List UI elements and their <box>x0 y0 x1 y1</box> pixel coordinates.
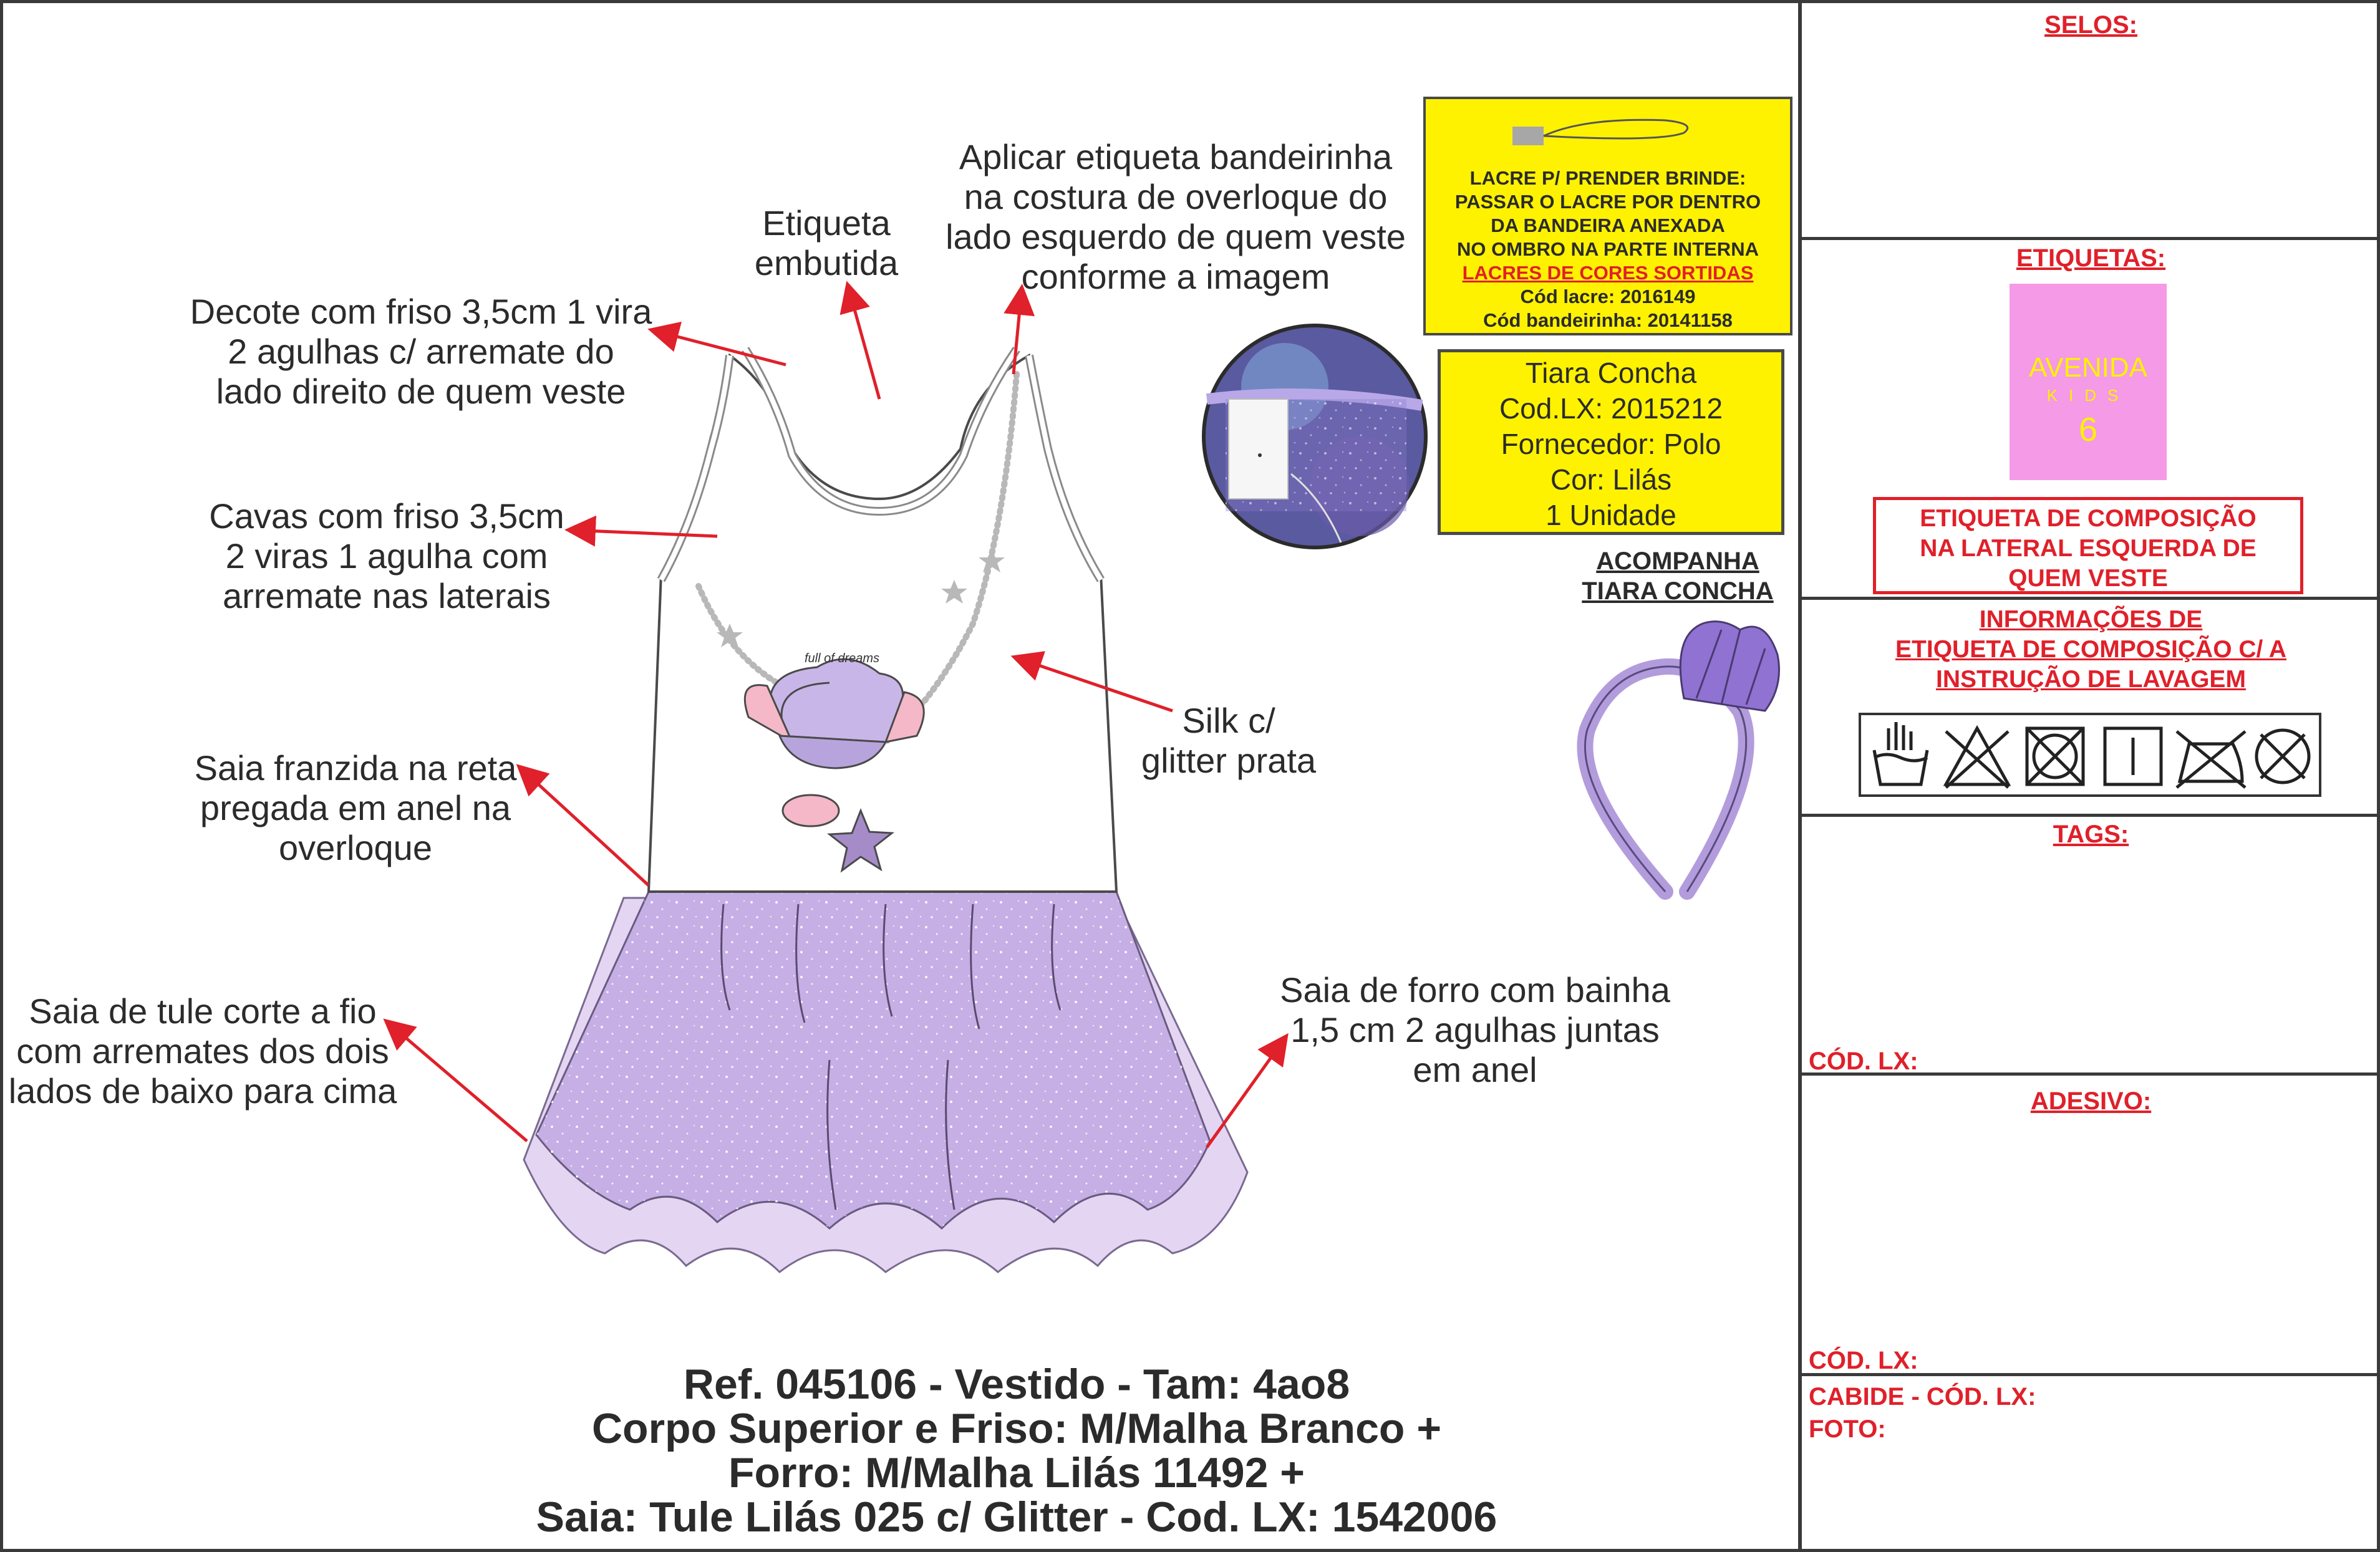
composicao-line1: ETIQUETA DE COMPOSIÇÃO <box>1920 505 2257 532</box>
acompanha-line2: TIARA CONCHA <box>1582 577 1774 605</box>
tiara-line5: 1 Unidade <box>1546 499 1676 531</box>
acompanha-line1: ACOMPANHA <box>1596 547 1759 575</box>
tiara-line2: Cod.LX: 2015212 <box>1499 392 1723 425</box>
title-line3: Forro: M/Malha Lilás 11492 + <box>728 1449 1305 1497</box>
info-line3: INSTRUÇÃO DE LAVAGEM <box>1936 666 2246 693</box>
no-tumble-dry-icon <box>2027 728 2083 784</box>
adesivo-cod-lx: CÓD. LX: <box>1809 1347 1918 1374</box>
tiara-info-box <box>1438 349 1784 535</box>
composicao-line3: QUEM VESTE <box>2008 565 2168 592</box>
flag-label-photo <box>1204 325 1426 547</box>
print-text: full of dreams <box>805 652 880 665</box>
foto-label: FOTO: <box>1809 1415 1886 1443</box>
care-symbols <box>1859 713 2321 797</box>
annotation-etiqueta-embutida: Etiqueta embutida <box>754 203 899 282</box>
brand-size: 6 <box>2078 411 2098 448</box>
info-line1: INFORMAÇÕES DE <box>1979 606 2203 633</box>
composicao-box <box>1873 497 2303 594</box>
cabide-cod-lx: CABIDE - CÓD. LX: <box>1809 1383 2036 1410</box>
brand-label <box>2010 284 2167 480</box>
annotation-decote: Decote com friso 3,5cm 1 vira 2 agulhas c/ arremate do lado direito de quem veste <box>190 292 652 411</box>
lacre-tag-icon <box>1509 111 1709 155</box>
tiara-concha-illustration <box>1585 622 1779 892</box>
sidebar-divider <box>1798 0 1802 1552</box>
etiquetas-heading: ETIQUETAS: <box>2016 244 2166 272</box>
title-line4: Saia: Tule Lilás 025 c/ Glitter - Cod. LX: 1542006 <box>536 1493 1497 1541</box>
divider-selos <box>1798 237 2380 240</box>
acompanha-label <box>1565 546 1790 606</box>
lacre-line2: PASSAR O LACRE POR DENTRO <box>1454 191 1761 213</box>
composicao-line2: NA LATERAL ESQUERDA DE <box>1920 535 2257 562</box>
tiara-line4: Cor: Lilás <box>1550 463 1672 496</box>
lacre-line5: LACRES DE CORES SORTIDAS <box>1462 262 1754 284</box>
divider-etiquetas <box>1798 597 2380 600</box>
selos-heading: SELOS: <box>2044 11 2137 39</box>
annotation-saia-forro: Saia de forro com bainha 1,5 cm 2 agulhas juntas em anel <box>1280 970 1670 1089</box>
tags-cod-lx: CÓD. LX: <box>1809 1048 1918 1075</box>
tags-heading: TAGS: <box>2053 821 2129 848</box>
lacre-line6: Cód lacre: 2016149 <box>1520 286 1696 307</box>
divider-info <box>1798 814 2380 817</box>
adesivo-heading: ADESIVO: <box>2030 1087 2152 1115</box>
tiara-line3: Fornecedor: Polo <box>1501 428 1721 460</box>
info-heading <box>1802 605 2380 695</box>
title-line2: Corpo Superior e Friso: M/Malha Branco + <box>591 1405 1442 1452</box>
product-title <box>349 1362 1684 1540</box>
tiara-line1: Tiara Concha <box>1525 357 1697 389</box>
annotation-cavas: Cavas com friso 3,5cm 2 viras 1 agulha com arremate nas laterais <box>209 496 564 615</box>
brand-name: AVENIDA <box>2029 352 2147 383</box>
annotation-saia-tule: Saia de tule corte a fio com arremates dos dois lados de baixo para cima <box>8 991 397 1111</box>
annotation-silk: Silk c/ glitter prata <box>1141 701 1317 780</box>
annotation-bandeirinha: Aplicar etiqueta bandeirinha na costura de overloque do lado esquerdo de quem veste conforme a imagem <box>946 137 1406 296</box>
lacre-line7: Cód bandeirinha: 20141158 <box>1483 309 1733 331</box>
lacre-line4: NO OMBRO NA PARTE INTERNA <box>1457 238 1759 260</box>
lacre-line3: DA BANDEIRA ANEXADA <box>1491 214 1725 236</box>
annotation-saia-franzida: Saia franzida na reta pregada em anel na overloque <box>194 748 517 867</box>
brand-sub: KIDS <box>2046 386 2130 405</box>
lacre-line1: LACRE P/ PRENDER BRINDE: <box>1469 167 1746 189</box>
title-line1: Ref. 045106 - Vestido - Tam: 4ao8 <box>683 1361 1350 1408</box>
info-line2: ETIQUETA DE COMPOSIÇÃO C/ A <box>1895 636 2286 663</box>
